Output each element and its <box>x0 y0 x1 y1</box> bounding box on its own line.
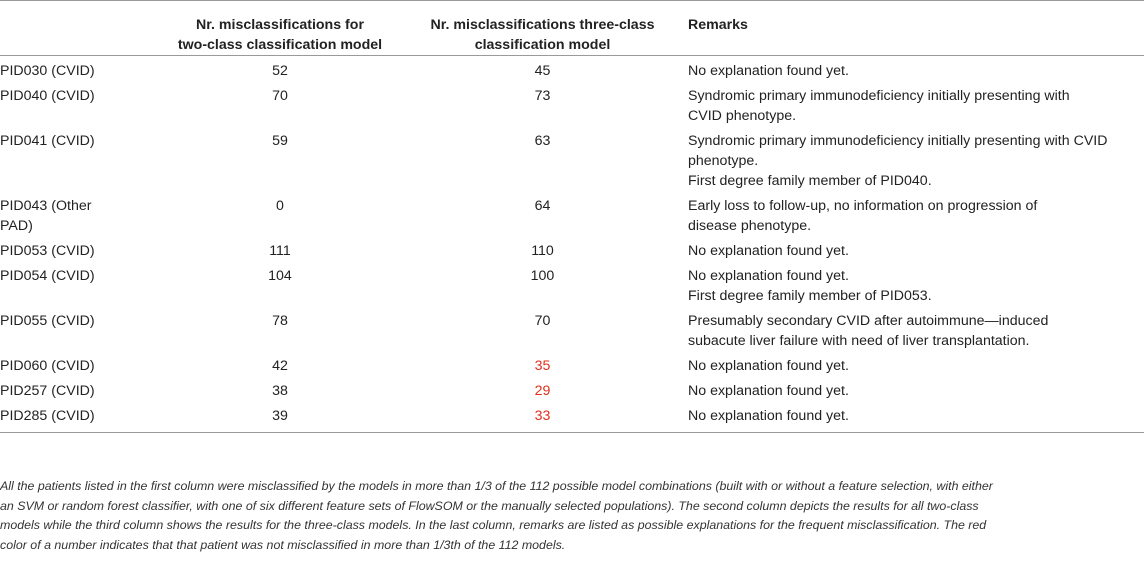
three-class-count: 70 <box>534 313 551 329</box>
caption-line: models while the third column shows the results for the three-class models. In the last column, remarks are listed as possible explanations for the frequent misclassification. The red <box>0 518 987 532</box>
table-row <box>0 126 1144 191</box>
patient-id: PID041 (CVID) <box>0 133 95 149</box>
table-row <box>0 261 1144 306</box>
patient-id: PID055 (CVID) <box>0 313 95 329</box>
three-class-count: 33 <box>534 408 551 424</box>
patient-id: PID053 (CVID) <box>0 243 95 259</box>
three-class-count: 45 <box>534 63 551 79</box>
remark-cell <box>685 306 1144 351</box>
remark-line: Early loss to follow-up, no information on progression of <box>688 198 1038 214</box>
remark-line: No explanation found yet. <box>688 63 849 79</box>
two-class-count: 0 <box>276 198 284 214</box>
three-class-count: 100 <box>530 268 555 284</box>
patient-id: PID257 (CVID) <box>0 383 95 399</box>
three-class-count: 110 <box>531 243 554 259</box>
remark-cell <box>685 81 1144 126</box>
table-header <box>0 1 1144 56</box>
remark-cell <box>685 56 1144 82</box>
remark-line: CVID phenotype. <box>688 108 797 124</box>
header-remarks: Remarks <box>688 17 748 33</box>
patient-id-cell <box>0 191 160 236</box>
header-row <box>0 1 1144 56</box>
remark-line: No explanation found yet. <box>688 358 849 374</box>
patient-id: PID054 (CVID) <box>0 268 95 284</box>
patient-id-cell <box>0 81 160 126</box>
header-three-class-line1: Nr. misclassifications three-class <box>430 17 655 33</box>
table-row <box>0 236 1144 261</box>
remark-line: No explanation found yet. <box>688 408 849 424</box>
two-class-count: 70 <box>272 88 288 104</box>
remark-line: Syndromic primary immunodeficiency initially presenting with CVID <box>688 133 1108 149</box>
table-caption <box>0 477 1140 555</box>
table-row <box>0 191 1144 236</box>
remark-line: phenotype. <box>688 153 759 169</box>
patient-id-cell <box>0 376 160 401</box>
two-class-count: 38 <box>272 383 288 399</box>
remark-line: No explanation found yet. <box>688 268 849 284</box>
remark-line: First degree family member of PID040. <box>688 173 932 189</box>
remark-line: No explanation found yet. <box>688 383 849 399</box>
header-two-class-line2: two-class classification model <box>177 37 383 53</box>
three-class-count: 29 <box>534 383 551 399</box>
three-class-count: 73 <box>534 88 551 104</box>
table-body <box>0 56 1144 433</box>
remark-cell <box>685 236 1144 261</box>
two-class-count: 78 <box>272 313 288 329</box>
remark-cell <box>685 261 1144 306</box>
remark-cell <box>685 351 1144 376</box>
header-three-class <box>400 1 685 56</box>
table-row <box>0 351 1144 376</box>
two-class-count: 39 <box>272 408 288 424</box>
patient-id-cell <box>0 261 160 306</box>
remark-line: Presumably secondary CVID after autoimmune—induced <box>688 313 1049 329</box>
patient-id-cell <box>0 306 160 351</box>
three-class-count: 63 <box>534 133 551 149</box>
header-patient <box>0 1 160 56</box>
remark-line: disease phenotype. <box>688 218 812 234</box>
remark-cell <box>685 191 1144 236</box>
two-class-count: 52 <box>272 63 288 79</box>
remark-line: No explanation found yet. <box>688 243 849 259</box>
table-row <box>0 401 1144 433</box>
header-three-class-line2: classification model <box>474 37 611 53</box>
patient-id: PID043 (Other <box>0 198 92 214</box>
header-two-class-line1: Nr. misclassifications for <box>196 17 364 33</box>
patient-id: PID030 (CVID) <box>0 63 95 79</box>
remark-line: Syndromic primary immunodeficiency initially presenting with <box>688 88 1070 104</box>
patient-id-cell <box>0 351 160 376</box>
patient-id-cell <box>0 56 160 82</box>
table-row <box>0 376 1144 401</box>
two-class-count: 59 <box>272 133 288 149</box>
remark-line: First degree family member of PID053. <box>688 288 932 304</box>
caption-line: All the patients listed in the first column were misclassified by the models in more than 1/3 of the 112 possible model combinations (built with or without a feature selection, with either <box>0 479 993 493</box>
patient-id-cell <box>0 401 160 433</box>
patient-id-continued: PAD) <box>0 218 33 234</box>
three-class-count: 35 <box>534 358 551 374</box>
patient-id: PID060 (CVID) <box>0 358 95 374</box>
two-class-count: 111 <box>269 243 291 259</box>
two-class-count: 104 <box>268 268 292 284</box>
header-two-class <box>160 1 400 56</box>
two-class-count: 42 <box>272 358 288 374</box>
caption-line: an SVM or random forest classifier, with one of six different feature sets of FlowSOM or the manually selected populations). The second column depicts the results for all two-class <box>0 498 979 513</box>
remark-cell <box>685 401 1144 433</box>
table-row <box>0 56 1144 82</box>
table-row <box>0 306 1144 351</box>
patient-id: PID285 (CVID) <box>0 408 95 424</box>
caption-line: color of a number indicates that that patient was not misclassified in more than 1/3th of the 112 models. <box>0 537 566 552</box>
table-row <box>0 81 1144 126</box>
remark-cell <box>685 376 1144 401</box>
patient-id-cell <box>0 126 160 191</box>
remark-cell <box>685 126 1144 191</box>
patient-id-cell <box>0 236 160 261</box>
three-class-count: 64 <box>534 198 551 214</box>
remark-line: subacute liver failure with need of liver transplantation. <box>688 333 1030 349</box>
patient-id: PID040 (CVID) <box>0 88 95 104</box>
